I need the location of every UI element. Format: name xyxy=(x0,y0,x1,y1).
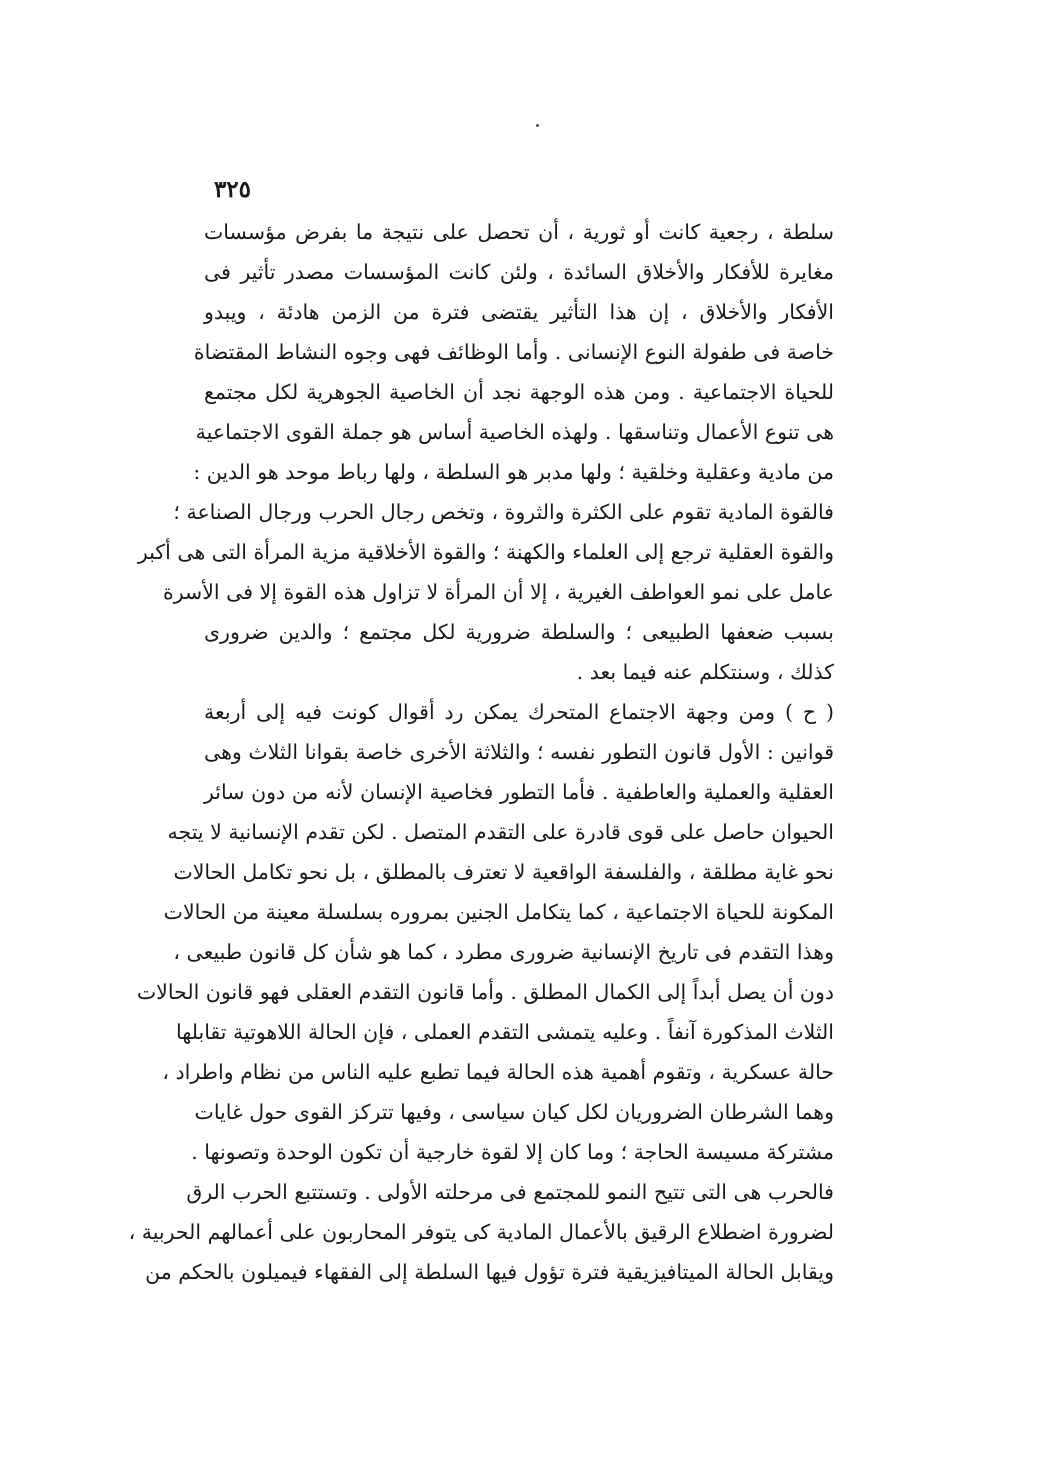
text-line: لضرورة اضطلاع الرقيق بالأعمال المادية كى يتوفر المحاربون على أعمالهم الحربية ، xyxy=(128,1220,834,1244)
text-line: الثلاث المذكورة آنفاً . وعليه يتمشى التقدم العملى ، فإن الحالة اللاهوتية تقابلها xyxy=(176,1020,834,1044)
text-line: ويقابل الحالة الميتافيزيقية فترة تؤول فيها السلطة إلى الفقهاء فيميلون بالحكم من xyxy=(145,1260,834,1284)
text-line: وهذا التقدم فى تاريخ الإنسانية ضرورى مطرد ، كما هو شأن كل قانون طبيعى ، xyxy=(173,940,834,964)
page-number: ٣٢٥ xyxy=(213,176,251,203)
text-line: والقوة العقلية ترجع إلى العلماء والكهنة ؛ والقوة الأخلاقية مزية المرأة التى هى أكبر xyxy=(137,540,834,564)
text-line: مشتركة مسيسة الحاجة ؛ وما كان إلا لقوة خارجية أن تكون الوحدة وتصونها . xyxy=(191,1140,834,1164)
text-line: للحياة الاجتماعية . ومن هذه الوجهة نجد أن الخاصية الجوهرية لكل مجتمع xyxy=(204,380,834,404)
print-speck xyxy=(536,124,539,127)
paragraph-start-line: ( ح ) ومن وجهة الاجتماع المتحرك يمكن رد أقوال كونت فيه إلى أربعة xyxy=(204,700,834,724)
text-line: قوانين : الأول قانون التطور نفسه ؛ والثلاثة الأخرى خاصة بقوانا الثلاث وهى xyxy=(204,740,834,764)
body-text xyxy=(128,212,834,1292)
text-line: دون أن يصل أبداً إلى الكمال المطلق . وأما قانون التقدم العقلى فهو قانون الحالات xyxy=(136,980,834,1004)
text-line: وهما الشرطان الضروريان لكل كيان سياسى ، وفيها تتركز القوى حول غايات xyxy=(194,1100,834,1124)
text-line: مغايرة للأفكار والأخلاق السائدة ، ولئن كانت المؤسسات مصدر تأثير فى xyxy=(204,260,834,284)
text-line: سلطة ، رجعية كانت أو ثورية ، أن تحصل على نتيجة ما بفرض مؤسسات xyxy=(204,220,834,244)
text-line: نحو غاية مطلقة ، والفلسفة الواقعية لا تعترف بالمطلق ، بل نحو تكامل الحالات xyxy=(173,860,834,884)
text-line: خاصة فى طفولة النوع الإنسانى . وأما الوظائف فهى وجوه النشاط المقتضاة xyxy=(193,340,834,364)
text-line: عامل على نمو العواطف الغيرية ، إلا أن المرأة لا تزاول هذه القوة إلا فى الأسرة xyxy=(163,580,834,604)
text-line: المكونة للحياة الاجتماعية ، كما يتكامل الجنين بمروره بسلسلة معينة من الحالات xyxy=(163,900,834,924)
text-line: حالة عسكرية ، وتقوم أهمية هذه الحالة فيما تطبع عليه الناس من نظام واطراد ، xyxy=(162,1060,834,1084)
text-line: الحيوان حاصل على قوى قادرة على التقدم المتصل . لكن تقدم الإنسانية لا يتجه xyxy=(167,820,834,844)
text-line: العقلية والعملية والعاطفية . فأما التطور فخاصية الإنسان لأنه من دون سائر xyxy=(204,780,834,804)
text-line: فالقوة المادية تقوم على الكثرة والثروة ، وتخص رجال الحرب ورجال الصناعة ؛ xyxy=(173,500,834,524)
text-line: فالحرب هى التى تتيح النمو للمجتمع فى مرحلته الأولى . وتستتبع الحرب الرق xyxy=(186,1180,834,1204)
paragraph-end-line: كذلك ، وسنتكلم عنه فيما بعد . xyxy=(576,660,834,684)
text-line: من مادية وعقلية وخلقية ؛ ولها مدبر هو السلطة ، ولها رباط موحد هو الدين : xyxy=(193,460,834,484)
text-line: الأفكار والأخلاق ، إن هذا التأثير يقتضى فترة من الزمن هادئة ، ويبدو xyxy=(204,300,834,324)
text-line: هى تنوع الأعمال وتناسقها . ولهذه الخاصية أساس هو جملة القوى الاجتماعية xyxy=(195,420,834,444)
text-line: بسبب ضعفها الطبيعى ؛ والسلطة ضرورية لكل مجتمع ؛ والدين ضرورى xyxy=(204,620,834,644)
